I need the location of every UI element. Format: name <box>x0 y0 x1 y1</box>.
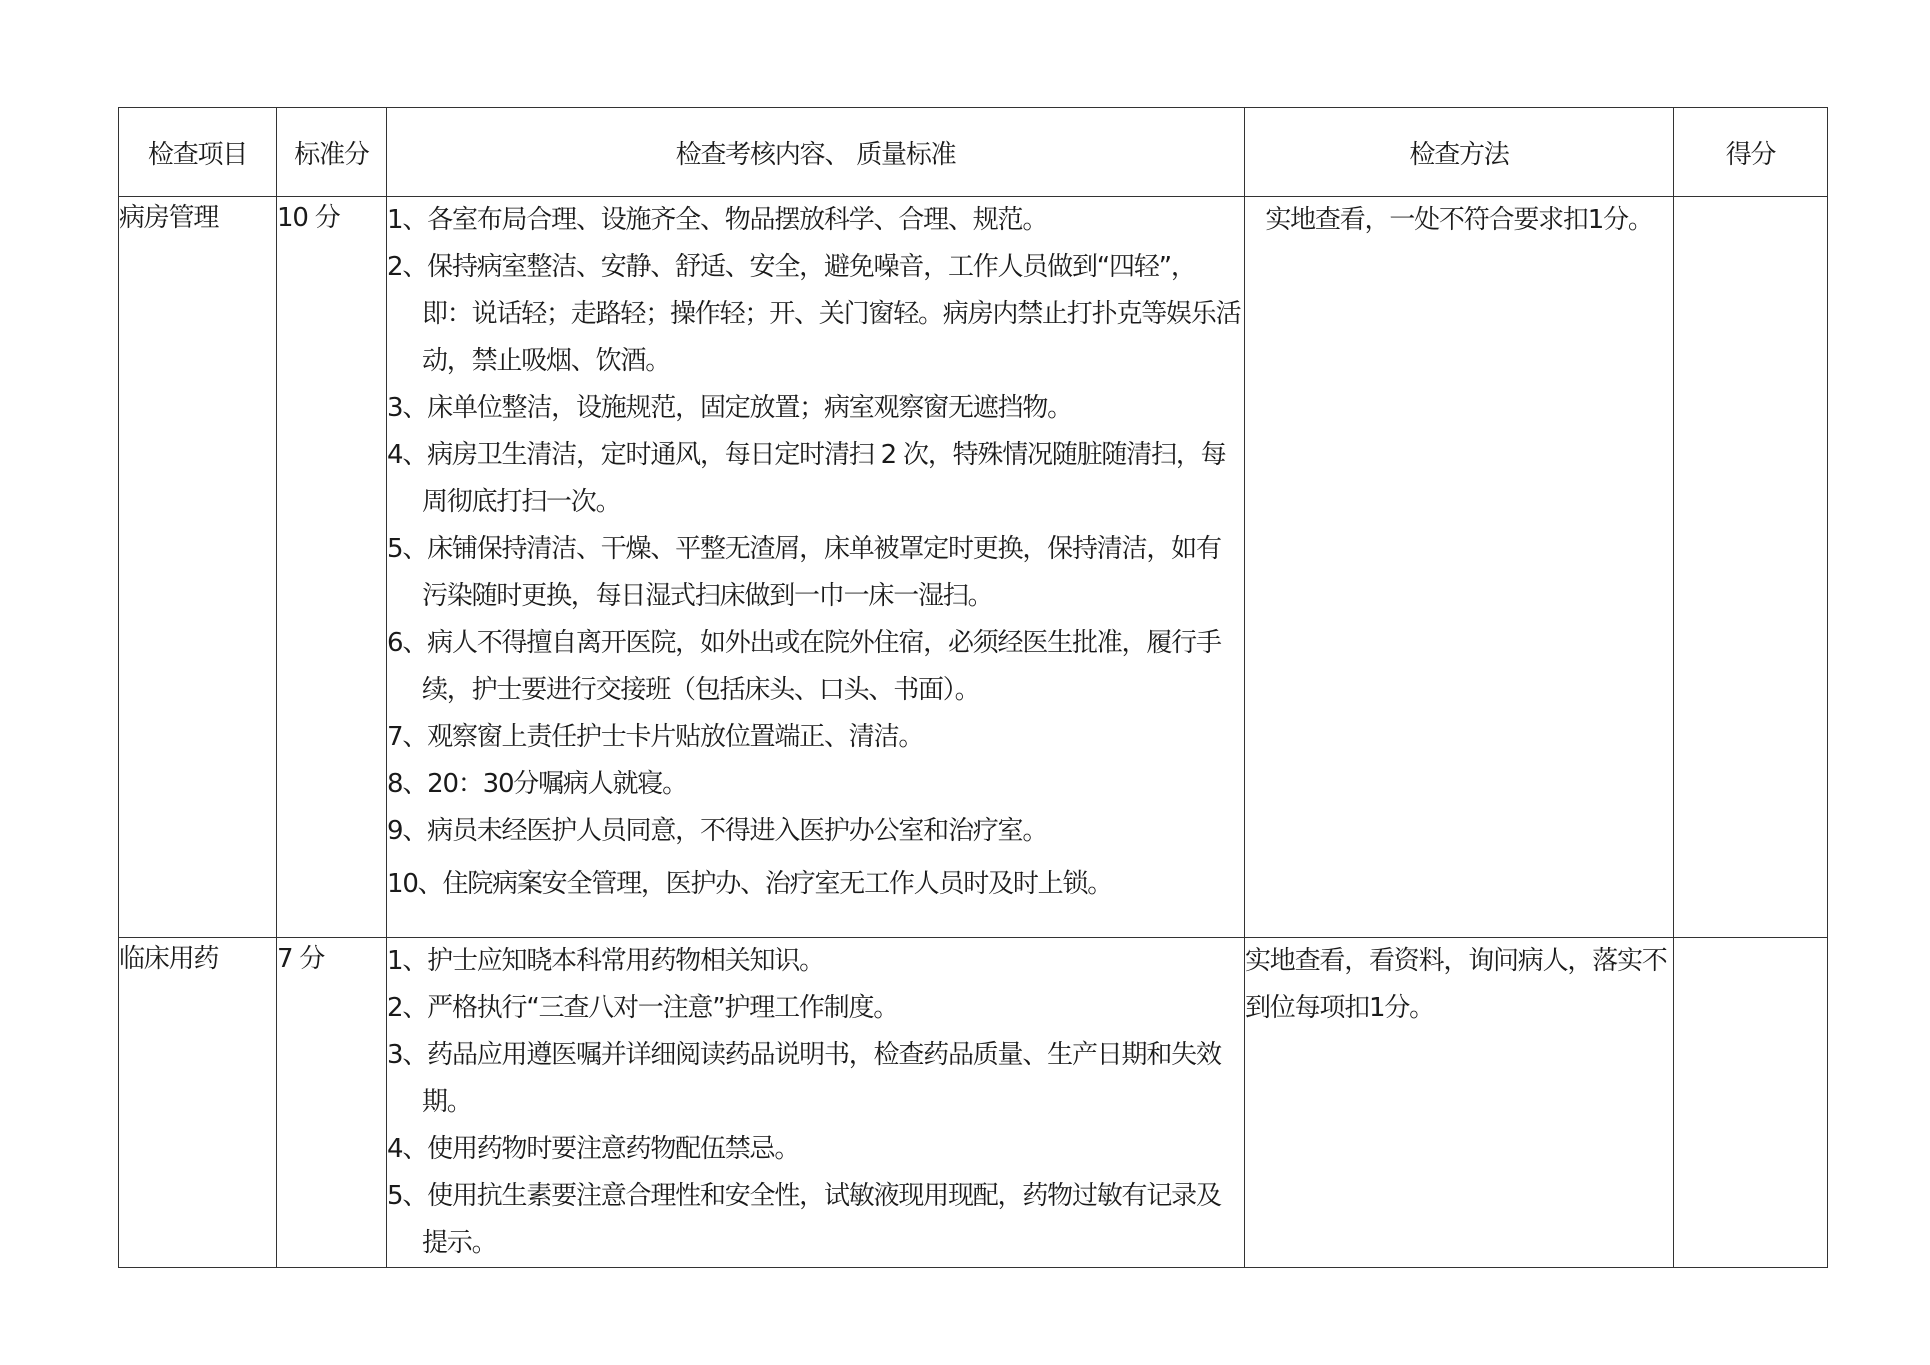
content-item: 8、20：30分嘱病人就寝。 <box>387 769 687 799</box>
content-item: 10、住院病案安全管理，医护办、治疗室无工作人员时及时上锁。 <box>387 869 1113 899</box>
inspection-table <box>118 107 1828 1268</box>
content-item: 4、病房卫生清洁，定时通风，每日定时清扫 2 次，特殊情况随脏随清扫，每周彻底打扫一次。 <box>387 440 1226 517</box>
content-item: 1、护士应知晓本科常用药物相关知识。 <box>387 946 824 976</box>
content-item: 2、保持病室整洁、安静、舒适、安全，避免噪音，工作人员做到“四轻”，即：说话轻；走路轻；操作轻；开、关门窗轻。病房内禁止打扑克等娱乐活动，禁止吸烟、饮酒。 <box>387 252 1241 376</box>
item-cell: 临床用药 <box>119 938 277 1268</box>
header-item: 检查项目 <box>119 108 277 197</box>
content-item: 6、病人不得擅自离开医院，如外出或在院外住宿，必须经医生批准，履行手续，护士要进行交接班（包括床头、口头、书面）。 <box>387 628 1221 705</box>
result-cell <box>1674 938 1828 1268</box>
content-item: 9、病员未经医护人员同意，不得进入医护办公室和治疗室。 <box>387 816 1048 846</box>
content-item: 3、药品应用遵医嘱并详细阅读药品说明书，检查药品质量、生产日期和失效期。 <box>387 1040 1221 1117</box>
method-cell: 实地查看，看资料，询问病人，落实不到位每项扣1分。 <box>1245 938 1674 1268</box>
score-cell: 10 分 <box>277 197 387 938</box>
table-row <box>119 938 1828 1268</box>
content-item: 5、使用抗生素要注意合理性和安全性，试敏液现用现配，药物过敏有记录及提示。 <box>387 1181 1221 1258</box>
result-cell <box>1674 197 1828 938</box>
content-cell <box>387 938 1245 1268</box>
content-item: 4、使用药物时要注意药物配伍禁忌。 <box>387 1134 800 1164</box>
content-item: 5、床铺保持清洁、干燥、平整无渣屑，床单被罩定时更换，保持清洁，如有污染随时更换，每日湿式扫床做到一巾一床一湿扫。 <box>387 534 1221 611</box>
table-header-row <box>119 108 1828 197</box>
content-item: 2、严格执行“三查八对一注意”护理工作制度。 <box>387 993 899 1023</box>
header-method: 检查方法 <box>1245 108 1674 197</box>
method-cell: 实地查看，一处不符合要求扣1分。 <box>1245 197 1674 938</box>
header-result: 得分 <box>1674 108 1828 197</box>
content-item: 7、观察窗上责任护士卡片贴放位置端正、清洁。 <box>387 722 924 752</box>
item-cell: 病房管理 <box>119 197 277 938</box>
content-item: 1、各室布局合理、设施齐全、物品摆放科学、合理、规范。 <box>387 205 1048 235</box>
content-item: 3、床单位整洁，设施规范，固定放置；病室观察窗无遮挡物。 <box>387 393 1072 423</box>
header-content: 检查考核内容、 质量标准 <box>387 108 1245 197</box>
score-cell: 7 分 <box>277 938 387 1268</box>
header-score: 标准分 <box>277 108 387 197</box>
table-row <box>119 197 1828 938</box>
content-cell <box>387 197 1245 938</box>
